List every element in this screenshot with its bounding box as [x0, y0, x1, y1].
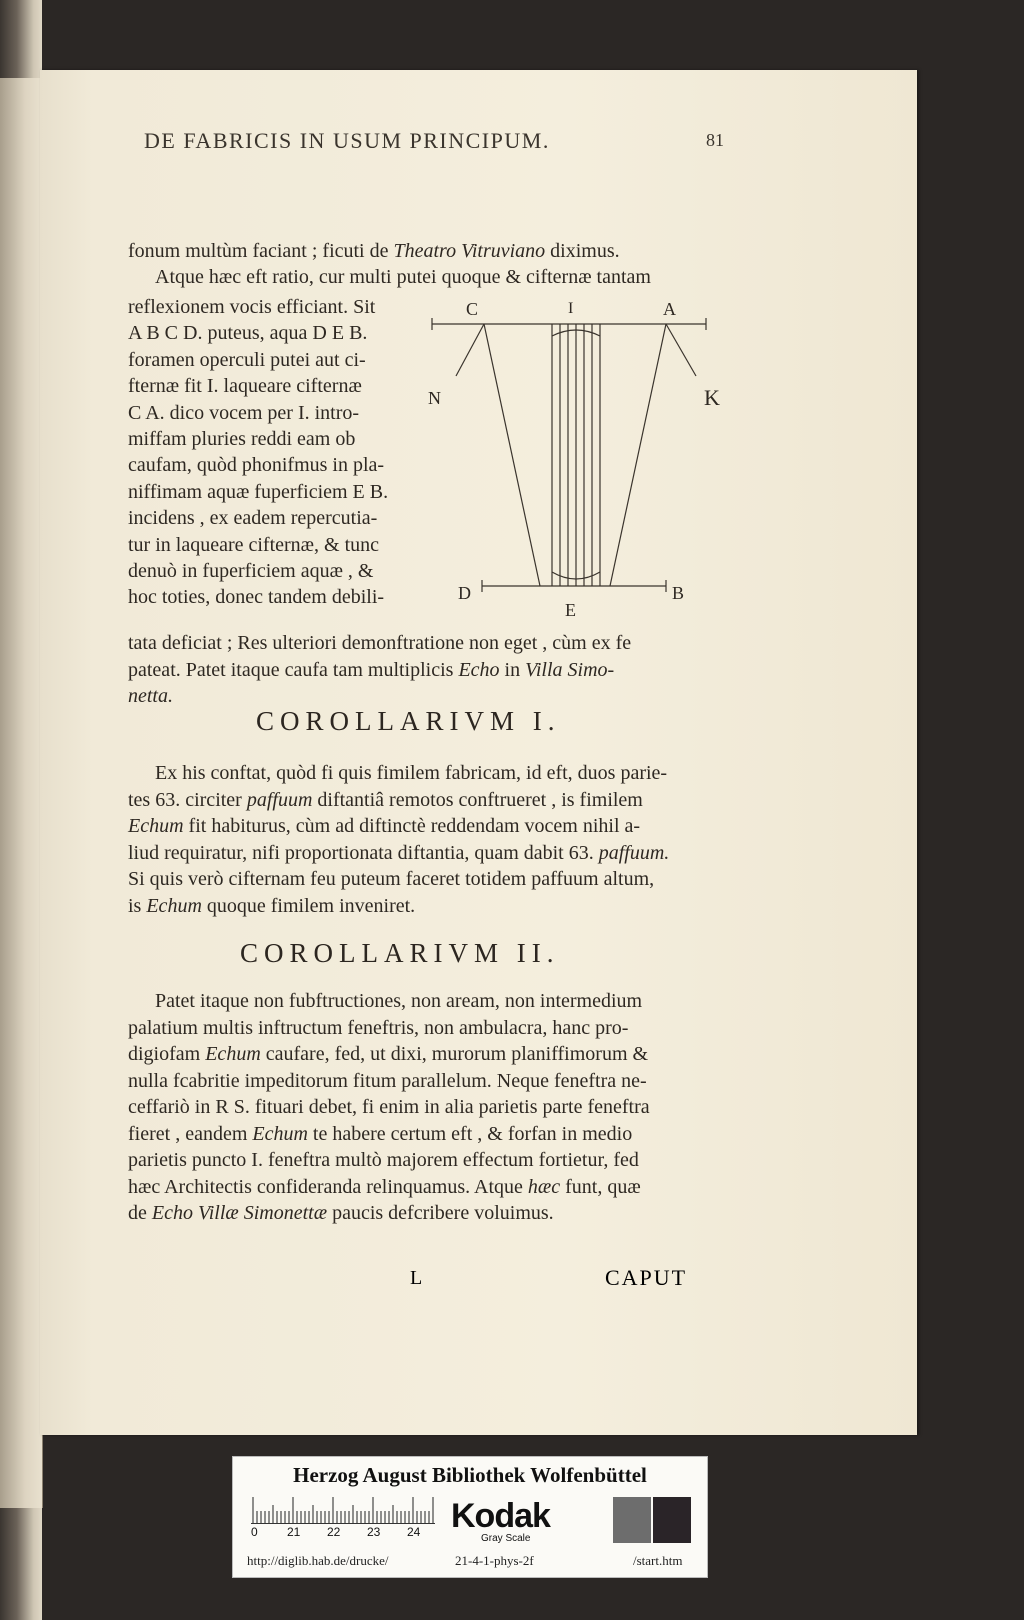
ruler-number: 21 — [287, 1525, 301, 1539]
text-line: C A. dico vocem per I. intro- — [128, 402, 360, 424]
text-line: ceffariò in R S. fituari debet, fi enim in alia parietis parte feneftra — [128, 1096, 650, 1118]
ruler-number: 24 — [407, 1525, 421, 1539]
library-name: Herzog August Bibliothek Wolfenbüttel — [293, 1463, 647, 1487]
text-line: netta. — [128, 685, 173, 707]
text-line: fternæ fit I. laqueare cifternæ — [128, 375, 362, 397]
text-line: caufam, quòd phonifmus in pla- — [128, 454, 385, 476]
figure-label-e: E — [565, 600, 576, 620]
section-heading: COROLLARIVM I. — [256, 706, 561, 736]
facing-page-edge — [0, 78, 43, 1508]
text-line: pateat. Patet itaque caufa tam multiplicis Echo in Villa Simo- — [128, 659, 615, 681]
gray-scale-label: Gray Scale — [481, 1533, 531, 1544]
url-base: http://diglib.hab.de/drucke/ — [247, 1553, 389, 1568]
text-line: hæc Architectis confideranda relinquamus. Atque hæc funt, quæ — [128, 1176, 641, 1198]
figure-label-b: B — [672, 583, 685, 603]
text-line: hoc toties, donec tandem debili- — [128, 586, 385, 608]
gray-patch-medium — [613, 1497, 651, 1543]
figure-label-i: I — [568, 300, 574, 317]
ruler-number: 22 — [327, 1525, 341, 1539]
text-line: Si quis verò cifternam feu puteum faceret totidem paffuum altum, — [128, 868, 655, 890]
text-line: tata deficiat ; Res ulteriori demonftratione non eget , cùm ex fe — [128, 632, 632, 654]
text-line: Atque hæc eft ratio, cur multi putei quoque & cifternæ tantam — [155, 266, 651, 288]
catchword: CAPUT — [605, 1265, 688, 1290]
figure-label-n: N — [428, 388, 441, 408]
text-line: fieret , eandem Echum te habere certum eft , & forfan in medio — [128, 1123, 633, 1145]
text-line: digiofam Echum caufare, fed, ut dixi, murorum planiffimorum & — [128, 1043, 649, 1065]
text-line: Ex his conftat, quòd fi quis fimilem fabricam, id eft, duos parie- — [155, 762, 668, 784]
running-title: DE FABRICIS IN USUM PRINCIPUM. — [144, 128, 550, 153]
cistern-diagram — [420, 296, 720, 616]
figure-label-k: K — [704, 385, 720, 410]
ruler-number: 0 — [251, 1525, 258, 1539]
figure-label-d: D — [458, 583, 471, 603]
text-line: is Echum quoque fimilem inveniret. — [128, 895, 416, 917]
text-line: miffam pluries reddi eam ob — [128, 428, 356, 450]
text-line: denuò in fuperficiem aquæ , & — [128, 560, 374, 582]
figure-label-c: C — [466, 299, 479, 319]
url-id: 21-4-1-phys-2f — [455, 1553, 534, 1568]
url-suffix: /start.htm — [633, 1553, 683, 1568]
text-line: A B C D. puteus, aqua D E B. — [128, 322, 368, 344]
page-number: 81 — [706, 130, 724, 150]
figure-label-a: A — [663, 299, 676, 319]
signature-mark: L — [410, 1267, 423, 1289]
library-stamp — [232, 1456, 708, 1578]
text-line: nulla fcabritie impeditorum fitum parallelum. Neque feneftra ne- — [128, 1070, 647, 1092]
section-heading: COROLLARIVM II. — [240, 938, 560, 968]
text-line: tes 63. circiter paffuum diftantiâ remotos conftrueret , is fimilem — [128, 789, 643, 811]
text-line: reflexionem vocis efficiant. Sit — [128, 296, 376, 318]
text-line: foramen operculi putei aut ci- — [128, 349, 366, 371]
text-line: fonum multùm faciant ; ficuti de Theatro Vitruviano diximus. — [128, 240, 620, 262]
text-line: Echum fit habiturus, cùm ad diftinctè reddendam vocem nihil a- — [128, 815, 641, 837]
text-line: niffimam aquæ fuperficiem E B. — [128, 481, 389, 503]
gray-patch-dark — [653, 1497, 691, 1543]
text-line: liud requiratur, nifi proportionata diftantia, quam dabit 63. paffuum. — [128, 842, 670, 864]
kodak-logo: Kodak — [451, 1497, 550, 1535]
text-line: incidens , ex eadem repercutia- — [128, 507, 378, 529]
text-line: parietis puncto I. feneftra multò majorem effectum fortietur, fed — [128, 1149, 639, 1171]
text-line: palatium multis inftructum feneftris, non ambulacra, hanc pro- — [128, 1017, 629, 1039]
ruler-scale-icon — [251, 1497, 435, 1524]
text-line: de Echo Villæ Simonettæ paucis defcribere voluimus. — [128, 1202, 554, 1224]
text-line: Patet itaque non fubftructiones, non aream, non intermedium — [155, 990, 643, 1012]
ruler-number: 23 — [367, 1525, 381, 1539]
text-line: tur in laqueare cifternæ, & tunc — [128, 534, 380, 556]
